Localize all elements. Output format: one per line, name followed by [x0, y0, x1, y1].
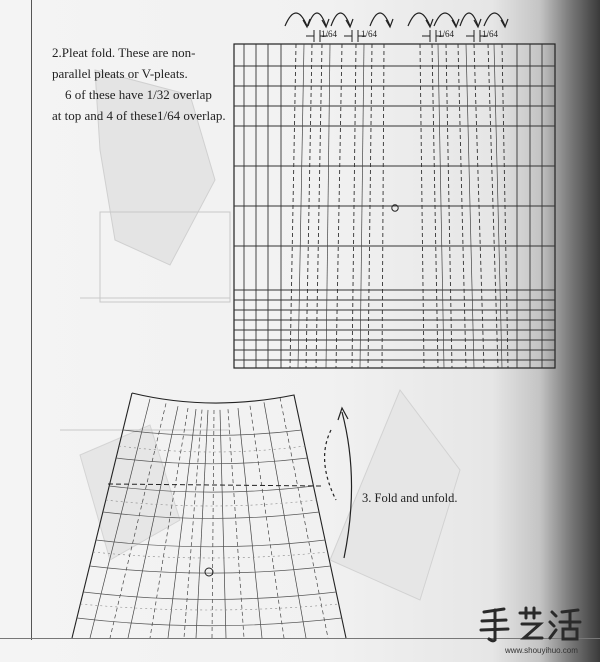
watermark-url: www.shouyihuo.com	[505, 646, 578, 655]
pleat-line	[250, 406, 284, 638]
pleat-line	[196, 410, 208, 638]
grid-curve	[93, 552, 328, 558]
crease-grid	[234, 44, 555, 368]
valley-arrow	[434, 13, 456, 26]
watermark-logo	[478, 604, 588, 644]
valley-arrow	[308, 13, 326, 26]
instruction-line: 2.Pleat fold. These are non-	[52, 45, 196, 60]
pleat-line	[184, 410, 202, 638]
valley-arrow	[460, 13, 478, 26]
pleat-line	[238, 408, 262, 638]
valley-arrow	[408, 13, 430, 26]
valley-arrow	[370, 13, 390, 26]
pleat-line	[220, 410, 226, 638]
instruction-line: parallel pleats or V-pleats.	[52, 66, 188, 81]
instruction-line: 6 of these have 1/32 overlap	[52, 87, 212, 102]
overlap-label: 1/64	[482, 29, 499, 39]
reference-point	[205, 568, 213, 576]
overlap-label: 1/64	[438, 29, 455, 39]
pleat-line	[212, 410, 214, 638]
overlap-label: 1/64	[321, 29, 338, 39]
overlap-label: 1/64	[361, 29, 378, 39]
pleat-line	[264, 402, 306, 638]
grid-curve	[77, 618, 342, 626]
pleat-arrows	[285, 13, 508, 27]
step-2-instructions	[52, 42, 226, 126]
bleed-through	[60, 70, 460, 600]
step-3-instruction: 3. Fold and unfold.	[362, 491, 458, 505]
valley-arrow	[285, 13, 307, 26]
instruction-line: at top and 4 of these1/64 overlap.	[52, 108, 226, 123]
valley-arrow	[484, 13, 505, 26]
valley-arrow	[331, 13, 350, 26]
fold-unfold-arrow	[325, 408, 352, 558]
